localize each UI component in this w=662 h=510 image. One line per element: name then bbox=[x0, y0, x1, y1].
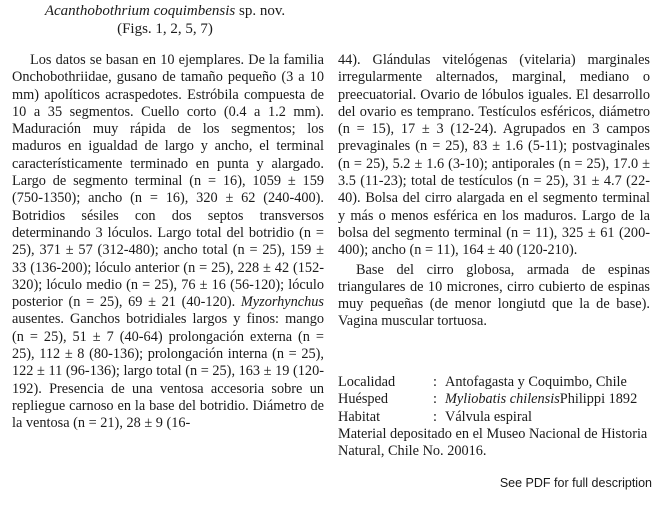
host-species: Myliobatis chilensis bbox=[445, 391, 560, 408]
species-heading bbox=[0, 2, 330, 38]
genus-myzorhynchus: Myzorhynchus bbox=[240, 294, 324, 311]
habitat-value: Válvula espiral bbox=[445, 408, 532, 425]
continuation-paragraph: 44). Glándulas vitelógenas (vitelaria) marginales irregularmente alternados, marginal, mediano o preecuatorial. Ovario de lóbulos iguales. El desarrollo del ovario es temprano. Testículos esféricos, diámetro (n = 15), 17 ± 3 (12-24). Agrupados en 3 campos prevaginales (n = 25), 83 ± 1.6 (5-11); postvaginales (n = 25), 5.2 ± 1.6 (3-10); antiporales (n = 25), 17.0 ± 3.5 (11-23); total de testículos (n = 25), 31 ± 4.7 (22-40). Bolsa del cirro alargada en el segmento terminal y más o menos esférica en los maduros. Largo de la bolsa del segmento terminal (n = 11), 325 ± 61 (200-400); ancho (n = 11), 164 ± 40 (120-210). bbox=[338, 52, 650, 259]
locality-value: Antofagasta y Coquimbo, Chile bbox=[445, 374, 627, 390]
description-paragraph bbox=[12, 52, 324, 433]
left-text-column bbox=[12, 52, 324, 433]
species-name: Acanthobothrium coquimbensis bbox=[44, 3, 236, 19]
host-author: Philippi 1892 bbox=[559, 391, 638, 408]
species-title bbox=[0, 2, 330, 20]
host-row bbox=[338, 391, 658, 408]
habitat-label: Habitat bbox=[338, 408, 381, 425]
right-text-column bbox=[338, 52, 650, 331]
figure-reference: (Figs. 1, 2, 5, 7) bbox=[117, 21, 213, 37]
species-status: sp. nov. bbox=[235, 3, 286, 19]
description-text-a: Los datos se basan en 10 ejemplares. De la familia Onchobothriidae, gusano de tamaño pequeño (3 a 10 mm) apolíticos acraspedotes. Estróbila compuesta de 10 a 35 segmentos. Cuello corto (0.4 a 1.2 mm). Maduración muy rápida de los segmentos; los maduros en igualdad de largo y ancho, el terminal característicamente terminado en punta y alargado. Largo de segmento terminal (n = 16), 1059 ± 159 (750-1350); ancho (n = 16), 320 ± 62 (240-400). Botridios sésiles con dos septos transversos determinando 3 lóculos. Largo total del botridio (n = 25), 371 ± 57 (312-480); ancho total (n = 25), 159 ± 33 (136-200); lóculo anterior (n = 25), 228 ± 42 (152-320); lóculo medio (n = 25), 76 ± 16 (56-120); lóculo posterior (n = 25), 69 ± 21 (40-120). bbox=[12, 52, 324, 311]
cirrus-paragraph: Base del cirro globosa, armada de espinas triangulares de 10 micrones, cirro cubierto de espinas muy pequeñas (de menor longiutd que la de base). Vagina muscular tortuosa. bbox=[338, 261, 650, 330]
host-label: Huésped bbox=[338, 391, 389, 408]
habitat-row bbox=[338, 409, 658, 426]
description-text-b: ausentes. Ganchos botridiales largos y finos: mango (n = 25), 51 ± 7 (40-64) prolongación externa (n = 25), 112 ± 8 (80-136); prolongación interna (n = 25), 122 ± 11 (96-136); largo total (n = 25), 163 ± 19 (120-192). Presencia de una ventosa accesoria sobre un repliegue carnoso en la base del botridio. Diámetro de la ventosa (n = 21), 28 ± 9 (16- bbox=[12, 311, 324, 432]
specimen-metadata bbox=[338, 374, 658, 460]
locality-separator: : bbox=[433, 374, 437, 390]
locality-label: Localidad bbox=[338, 374, 396, 390]
habitat-separator: : bbox=[433, 408, 437, 425]
locality-row bbox=[338, 374, 658, 391]
host-separator: : bbox=[433, 391, 437, 408]
material-note: Material depositado en el Museo Nacional de Historia Natural, Chile No. 20016. bbox=[338, 425, 648, 460]
pdf-note: See PDF for full description bbox=[499, 476, 652, 490]
